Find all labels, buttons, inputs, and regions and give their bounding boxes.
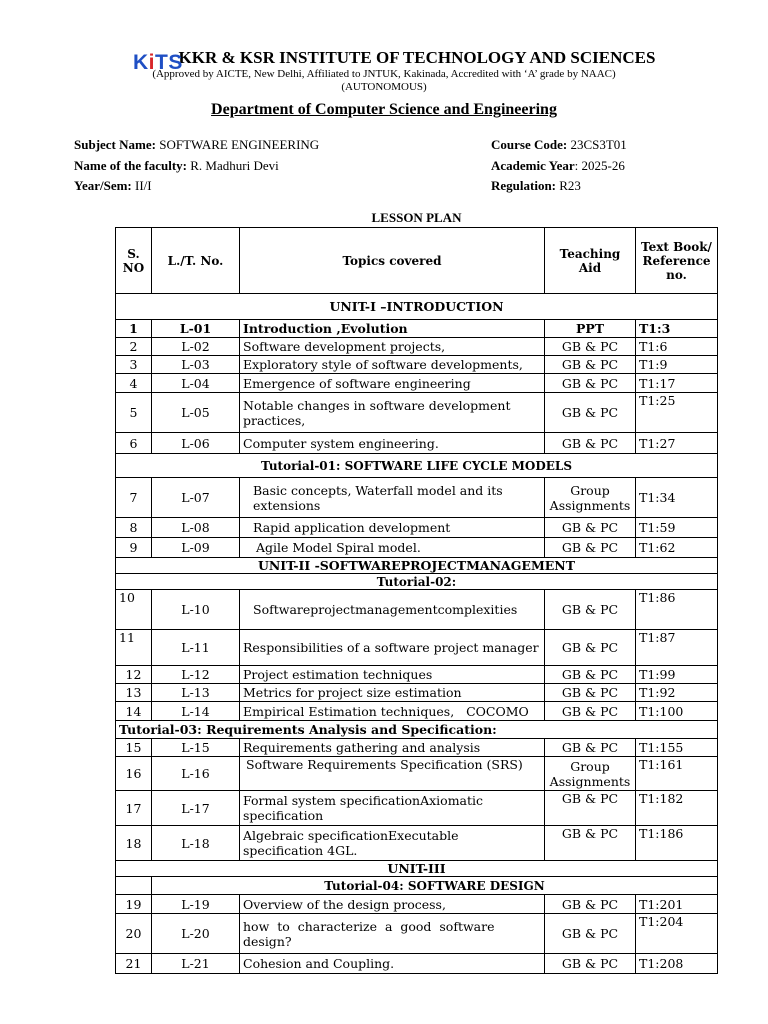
header-aid: Teaching Aid — [545, 228, 636, 294]
table-row — [116, 538, 718, 558]
cell-sno: 1 — [116, 320, 152, 338]
cell-sno: 5 — [116, 393, 152, 433]
cell-ref: T1:3 — [636, 320, 718, 338]
table-row — [116, 914, 718, 954]
cell-ref: T1:87 — [636, 630, 718, 666]
tutorial-heading: Tutorial-01: SOFTWARE LIFE CYCLE MODELS — [116, 454, 718, 478]
faculty-label: Name of the faculty: — [74, 157, 187, 173]
table-row — [116, 666, 718, 684]
cell-sno: 8 — [116, 518, 152, 538]
unit-heading: UNIT-I –INTRODUCTION — [116, 294, 718, 320]
cell-aid: GB & PC — [545, 954, 636, 974]
cell-topic: Overview of the design process, — [240, 895, 545, 914]
table-header-row — [116, 228, 718, 294]
cell-aid: GB & PC — [545, 630, 636, 666]
cell-lno: L-03 — [152, 356, 240, 374]
tutorial-heading: Tutorial-04: SOFTWARE DESIGN — [152, 877, 718, 895]
cell-lno: L-18 — [152, 826, 240, 861]
cell-lno: L-17 — [152, 791, 240, 826]
unit-heading: UNIT-III — [116, 861, 718, 877]
cell-ref: T1:201 — [636, 895, 718, 914]
cell-ref: T1:86 — [636, 590, 718, 630]
table-row — [116, 895, 718, 914]
table-row — [116, 393, 718, 433]
cell-sno: 18 — [116, 826, 152, 861]
cell-topic: Rapid application development — [240, 518, 545, 538]
regulation-label: Regulation: — [491, 178, 556, 193]
course-code-value: 23CS3T01 — [570, 137, 627, 152]
regulation-value: R23 — [559, 178, 581, 193]
cell-sno: 11 — [116, 630, 152, 666]
cell-lno: L-11 — [152, 630, 240, 666]
cell-aid: GB & PC — [545, 393, 636, 433]
cell-aid: GB & PC — [545, 791, 636, 826]
cell-sno: 7 — [116, 478, 152, 518]
cell-ref: T1:59 — [636, 518, 718, 538]
cell-lno: L-08 — [152, 518, 240, 538]
table-row — [116, 702, 718, 721]
table-row — [116, 684, 718, 702]
cell-lno: L-04 — [152, 374, 240, 393]
cell-sno: 19 — [116, 895, 152, 914]
cell-ref: T1:25 — [636, 393, 718, 433]
empty-cell — [116, 877, 152, 895]
yearsem-value: II/I — [135, 178, 152, 193]
cell-sno: 16 — [116, 757, 152, 791]
table-row — [116, 356, 718, 374]
cell-topic: how to characterize a good software design? — [240, 914, 545, 954]
cell-topic: Project estimation techniques — [240, 666, 545, 684]
cell-ref: T1:92 — [636, 684, 718, 702]
department-title: Department of Computer Science and Engineering — [211, 101, 557, 118]
cell-aid: GB & PC — [545, 338, 636, 356]
cell-aid: Group Assignments — [545, 478, 636, 518]
cell-sno: 17 — [116, 791, 152, 826]
cell-topic: Agile Model Spiral model. — [240, 538, 545, 558]
academic-year-label: Academic Year — [491, 157, 575, 173]
cell-topic: Requirements gathering and analysis — [240, 739, 545, 757]
cell-ref: T1:161 — [636, 757, 718, 791]
cell-aid: GB & PC — [545, 374, 636, 393]
cell-lno: L-20 — [152, 914, 240, 954]
cell-aid: GB & PC — [545, 433, 636, 454]
cell-ref: T1:182 — [636, 791, 718, 826]
cell-sno: 20 — [116, 914, 152, 954]
cell-lno: L-10 — [152, 590, 240, 630]
cell-topic: Cohesion and Coupling. — [240, 954, 545, 974]
table-row — [116, 320, 718, 338]
cell-aid: GB & PC — [545, 356, 636, 374]
cell-topic: Algebraic specificationExecutable specification 4GL. — [240, 826, 545, 861]
cell-topic: Emergence of software engineering — [240, 374, 545, 393]
cell-lno: L-06 — [152, 433, 240, 454]
cell-aid: GB & PC — [545, 739, 636, 757]
cell-ref: T1:6 — [636, 338, 718, 356]
header-topics: Topics covered — [240, 228, 545, 294]
lesson-plan-table — [115, 227, 718, 974]
cell-topic: Empirical Estimation techniques, COCOMO — [240, 702, 545, 721]
table-row — [116, 478, 718, 518]
cell-lno: L-01 — [152, 320, 240, 338]
cell-topic: Computer system engineering. — [240, 433, 545, 454]
cell-lno: L-05 — [152, 393, 240, 433]
cell-lno: L-12 — [152, 666, 240, 684]
cell-sno: 21 — [116, 954, 152, 974]
faculty-value: R. Madhuri Devi — [190, 157, 279, 173]
cell-topic: Basic concepts, Waterfall model and its extensions — [240, 478, 545, 518]
cell-lno: L-21 — [152, 954, 240, 974]
cell-sno: 3 — [116, 356, 152, 374]
cell-sno: 6 — [116, 433, 152, 454]
table-row — [116, 739, 718, 757]
cell-sno: 9 — [116, 538, 152, 558]
cell-aid: PPT — [545, 320, 636, 338]
institute-header — [0, 48, 768, 94]
cell-aid: GB & PC — [545, 914, 636, 954]
tutorial-heading: Tutorial-03: Requirements Analysis and Specification: — [116, 721, 718, 739]
tutorial-heading: Tutorial-02: — [116, 574, 718, 590]
cell-topic: Metrics for project size estimation — [240, 684, 545, 702]
cell-ref: T1:204 — [636, 914, 718, 954]
cell-aid: GB & PC — [545, 590, 636, 630]
table-row — [116, 954, 718, 974]
table-row — [116, 433, 718, 454]
table-row — [116, 338, 718, 356]
course-info-right — [491, 135, 627, 197]
cell-lno: L-14 — [152, 702, 240, 721]
autonomous-text: (AUTONOMOUS) — [341, 81, 427, 93]
subject-value: SOFTWARE ENGINEERING — [159, 137, 320, 152]
academic-year-value: : 2025-26 — [574, 157, 625, 173]
cell-aid: GB & PC — [545, 895, 636, 914]
table-row — [116, 518, 718, 538]
cell-lno: L-02 — [152, 338, 240, 356]
cell-lno: L-15 — [152, 739, 240, 757]
table-row — [116, 630, 718, 666]
table-row — [116, 791, 718, 826]
course-info-left — [74, 135, 319, 197]
approval-text: (Approved by AICTE, New Delhi, Affiliated to JNTUK, Kakinada, Accredited with ‘A’ grade by NAAC) — [152, 68, 616, 80]
cell-ref: T1:17 — [636, 374, 718, 393]
cell-ref: T1:27 — [636, 433, 718, 454]
cell-lno: L-16 — [152, 757, 240, 791]
cell-ref: T1:9 — [636, 356, 718, 374]
table-row — [116, 590, 718, 630]
cell-topic: Software Requirements Specification (SRS) — [240, 757, 545, 791]
header-ref: Text Book/ Reference no. — [636, 228, 718, 294]
cell-sno: 4 — [116, 374, 152, 393]
institute-name: KKR & KSR INSTITUTE OF TECHNOLOGY AND SCIENCES — [178, 48, 656, 67]
cell-ref: T1:208 — [636, 954, 718, 974]
cell-lno: L-09 — [152, 538, 240, 558]
cell-topic: Notable changes in software development practices, — [240, 393, 545, 433]
kits-logo: KiTS — [133, 51, 183, 74]
table-row — [116, 374, 718, 393]
cell-aid: Group Assignments — [545, 757, 636, 791]
cell-aid: GB & PC — [545, 702, 636, 721]
cell-topic: Softwareprojectmanagementcomplexities — [240, 590, 545, 630]
unit-heading: UNIT-II -SOFTWAREPROJECTMANAGEMENT — [116, 558, 718, 574]
cell-lno: L-13 — [152, 684, 240, 702]
cell-aid: GB & PC — [545, 666, 636, 684]
cell-topic: Formal system specificationAxiomatic specification — [240, 791, 545, 826]
subject-label: Subject Name: — [74, 137, 156, 152]
cell-topic: Introduction ,Evolution — [240, 320, 545, 338]
cell-aid: GB & PC — [545, 538, 636, 558]
cell-topic: Software development projects, — [240, 338, 545, 356]
cell-sno: 12 — [116, 666, 152, 684]
cell-sno: 2 — [116, 338, 152, 356]
table-row — [116, 826, 718, 861]
cell-sno: 15 — [116, 739, 152, 757]
cell-ref: T1:34 — [636, 478, 718, 518]
header-sno: S. NO — [116, 228, 152, 294]
cell-sno: 10 — [116, 590, 152, 630]
cell-ref: T1:155 — [636, 739, 718, 757]
cell-sno: 14 — [116, 702, 152, 721]
yearsem-label: Year/Sem: — [74, 178, 132, 193]
cell-topic: Responsibilities of a software project manager — [240, 630, 545, 666]
cell-aid: GB & PC — [545, 826, 636, 861]
header-lno: L./T. No. — [152, 228, 240, 294]
cell-lno: L-07 — [152, 478, 240, 518]
cell-topic: Exploratory style of software developments, — [240, 356, 545, 374]
table-row — [116, 757, 718, 791]
cell-lno: L-19 — [152, 895, 240, 914]
cell-ref: T1:99 — [636, 666, 718, 684]
cell-ref: T1:100 — [636, 702, 718, 721]
cell-aid: GB & PC — [545, 684, 636, 702]
lesson-plan-title: LESSON PLAN — [371, 210, 462, 225]
cell-ref: T1:62 — [636, 538, 718, 558]
cell-sno: 13 — [116, 684, 152, 702]
cell-aid: GB & PC — [545, 518, 636, 538]
cell-ref: T1:186 — [636, 826, 718, 861]
course-code-label: Course Code: — [491, 137, 568, 152]
